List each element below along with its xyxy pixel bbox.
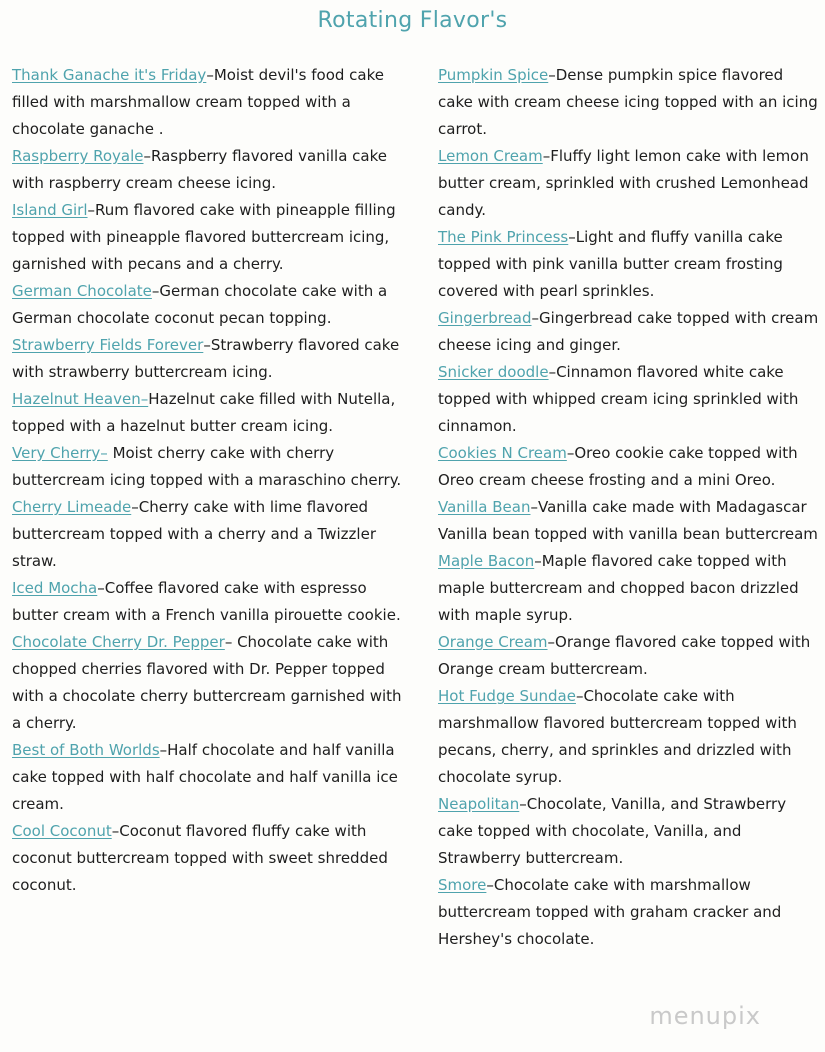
- flavor-item: [12, 440, 402, 494]
- flavor-item: [438, 143, 820, 224]
- left-flavor-column: [12, 62, 402, 899]
- flavor-description: Moist cherry cake with cherry buttercream icing topped with a maraschino cherry.: [12, 444, 402, 489]
- flavor-name[interactable]: German Chocolate: [12, 282, 152, 300]
- flavor-item: [438, 305, 820, 359]
- flavor-description: – Chocolate cake with chopped cherries flavored with Dr. Pepper topped with a chocolate cherry buttercream garnished with a cherry.: [12, 633, 402, 732]
- flavor-description: –Fluffy light lemon cake with lemon butter cream, sprinkled with crushed Lemonhead candy.: [438, 147, 809, 219]
- flavor-description: –German chocolate cake with a German chocolate coconut pecan topping.: [12, 282, 388, 327]
- flavor-name[interactable]: Chocolate Cherry Dr. Pepper: [12, 633, 225, 651]
- flavor-item: [12, 629, 402, 737]
- right-flavor-column: [438, 62, 820, 953]
- flavor-name[interactable]: Cherry Limeade: [12, 498, 132, 516]
- flavor-description: –Chocolate cake with marshmallow flavored buttercream topped with pecans, cherry, and sprinkles and drizzled with chocolate syrup.: [438, 687, 797, 786]
- flavor-name[interactable]: Hazelnut Heaven–: [12, 390, 149, 408]
- flavor-name[interactable]: Lemon Cream: [438, 147, 543, 165]
- watermark-logo: menupix: [649, 1002, 761, 1030]
- flavor-item: [12, 197, 402, 278]
- flavor-item: [438, 224, 820, 305]
- flavor-name[interactable]: Iced Mocha: [12, 579, 98, 597]
- flavor-name[interactable]: Smore: [438, 876, 487, 894]
- flavor-description: –Chocolate, Vanilla, and Strawberry cake topped with chocolate, Vanilla, and Strawberry buttercream.: [438, 795, 787, 867]
- flavor-item: [12, 386, 402, 440]
- flavor-name[interactable]: Hot Fudge Sundae: [438, 687, 576, 705]
- flavor-item: [438, 872, 820, 953]
- flavor-item: [438, 791, 820, 872]
- flavor-name[interactable]: Island Girl: [12, 201, 88, 219]
- page-title: Rotating Flavor's: [317, 8, 508, 33]
- flavor-name[interactable]: Gingerbread: [438, 309, 532, 327]
- flavor-name[interactable]: Neapolitan: [438, 795, 520, 813]
- flavor-name[interactable]: The Pink Princess: [438, 228, 569, 246]
- flavor-name[interactable]: Thank Ganache it's Friday: [12, 66, 207, 84]
- flavor-item: [12, 143, 402, 197]
- flavor-item: [12, 62, 402, 143]
- flavor-name[interactable]: Very Cherry–: [12, 444, 108, 462]
- flavor-name[interactable]: Vanilla Bean: [438, 498, 531, 516]
- flavor-name[interactable]: Maple Bacon: [438, 552, 535, 570]
- flavor-item: [12, 332, 402, 386]
- flavor-description: –Oreo cookie cake topped with Oreo cream cheese frosting and a mini Oreo.: [438, 444, 798, 489]
- flavor-name[interactable]: Orange Cream: [438, 633, 548, 651]
- flavor-description: –Coconut flavored fluffy cake with coconut buttercream topped with sweet shredded coconut.: [12, 822, 388, 894]
- flavor-item: [438, 629, 820, 683]
- flavor-item: [12, 278, 402, 332]
- flavor-item: [438, 548, 820, 629]
- flavor-item: [12, 494, 402, 575]
- flavor-name[interactable]: Raspberry Royale: [12, 147, 144, 165]
- flavor-description: –Cherry cake with lime flavored buttercream topped with a cherry and a Twizzler straw.: [12, 498, 376, 570]
- flavor-description: –Vanilla cake made with Madagascar Vanilla bean topped with vanilla bean buttercream: [438, 498, 818, 543]
- flavor-item: [438, 359, 820, 440]
- flavor-item: [438, 683, 820, 791]
- flavor-item: [438, 440, 820, 494]
- flavor-description: –Rum flavored cake with pineapple filling topped with pineapple flavored buttercream icing, garnished with pecans and a cherry.: [12, 201, 396, 273]
- flavor-description: –Orange flavored cake topped with Orange cream buttercream.: [438, 633, 811, 678]
- flavor-item: [438, 494, 820, 548]
- flavor-description: –Gingerbread cake topped with cream cheese icing and ginger.: [438, 309, 819, 354]
- flavor-item: [12, 818, 402, 899]
- flavor-name[interactable]: Best of Both Worlds: [12, 741, 160, 759]
- flavor-name[interactable]: Snicker doodle: [438, 363, 549, 381]
- flavor-description: –Cinnamon flavored white cake topped with whipped cream icing sprinkled with cinnamon.: [438, 363, 799, 435]
- flavor-name[interactable]: Strawberry Fields Forever: [12, 336, 204, 354]
- flavor-item: [12, 575, 402, 629]
- flavor-name[interactable]: Cool Coconut: [12, 822, 112, 840]
- flavor-description: Hazelnut cake filled with Nutella, topped with a hazelnut butter cream icing.: [12, 390, 396, 435]
- flavor-description: –Coffee flavored cake with espresso butter cream with a French vanilla pirouette cookie.: [12, 579, 401, 624]
- flavor-description: –Light and fluffy vanilla cake topped with pink vanilla butter cream frosting covered with pearl sprinkles.: [438, 228, 783, 300]
- flavor-name[interactable]: Cookies N Cream: [438, 444, 567, 462]
- flavor-description: –Strawberry flavored cake with strawberry buttercream icing.: [12, 336, 400, 381]
- flavor-name[interactable]: Pumpkin Spice: [438, 66, 549, 84]
- flavor-item: [438, 62, 820, 143]
- flavor-description: –Raspberry flavored vanilla cake with raspberry cream cheese icing.: [12, 147, 387, 192]
- flavor-description: –Maple flavored cake topped with maple buttercream and chopped bacon drizzled with maple syrup.: [438, 552, 799, 624]
- flavor-description: –Dense pumpkin spice flavored cake with cream cheese icing topped with an icing carrot.: [438, 66, 818, 138]
- flavor-description: –Half chocolate and half vanilla cake topped with half chocolate and half vanilla ice cream.: [12, 741, 398, 813]
- flavor-description: –Chocolate cake with marshmallow buttercream topped with graham cracker and Hershey's chocolate.: [438, 876, 782, 948]
- flavor-item: [12, 737, 402, 818]
- flavor-description: –Moist devil's food cake filled with marshmallow cream topped with a chocolate ganache .: [12, 66, 384, 138]
